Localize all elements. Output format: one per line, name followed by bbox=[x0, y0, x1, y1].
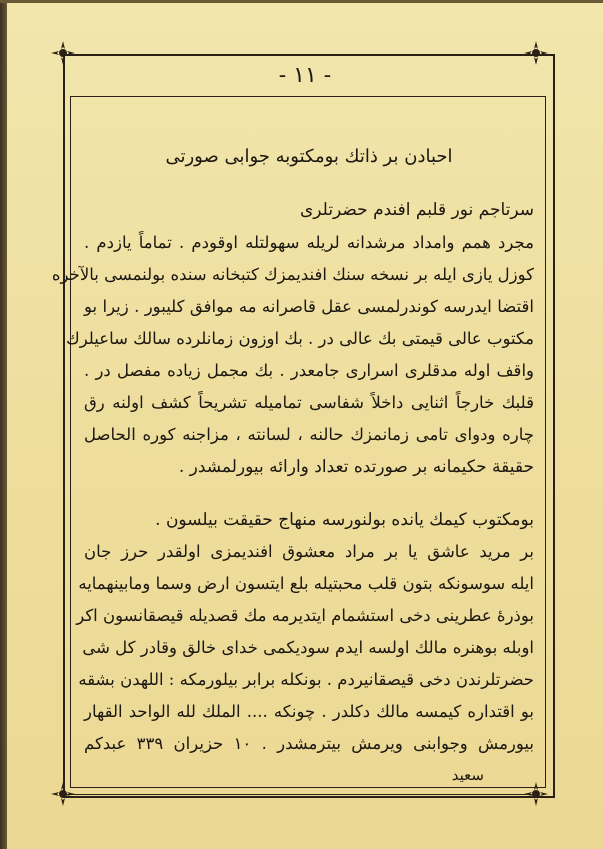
text-line: بو اقتداره كيمسه مالك دكلدر . چونكه .... الملك لله الواحد القهار bbox=[84, 702, 534, 721]
text-line: حقيقة حكيمانه بر صورتده تعداد وارائه بيورلمشدر . bbox=[178, 457, 534, 477]
letter-heading: احبادن بر ذاتك بومكتوبه جوابى صورتى bbox=[165, 146, 453, 167]
page-number: - ١١ - bbox=[278, 63, 332, 88]
text-line: اوبله بوهنره مالك اولسه ايدم سوديكمى خداى خالق وقادر كل شى bbox=[82, 638, 534, 657]
text-line: بوذرهٔ عطرينى دخى استشمام ايتديرمه مك قصديله قيصقانسون اكر bbox=[76, 606, 534, 625]
corner-ornament-icon bbox=[523, 40, 549, 66]
text-line: قلبك خارجاً اثنايى داخلاً شفاسى تماميله تشريحاً كشف اولنه رق bbox=[84, 393, 534, 412]
text-line: حضرتلرندن دخى قيصقانيردم . بونكله برابر بيلورمكه : اللهدن بشقه bbox=[78, 670, 534, 689]
text-line: واقف اوله مدقلرى اسرارى جامعدر . بك مجمل زياده مفصل در . bbox=[84, 361, 534, 380]
corner-ornament-icon bbox=[50, 40, 76, 66]
signature: سعيد bbox=[451, 766, 484, 784]
text-line: بر مريد عاشق يا بر مراد معشوق افنديمزى اولقدر حرز جان bbox=[84, 542, 534, 561]
text-line: مجرد همم وامداد مرشدانه لريله سهولتله اوقودم . تماماً يازدم . bbox=[84, 233, 534, 252]
top-rule bbox=[60, 54, 535, 55]
corner-ornament-icon bbox=[523, 781, 549, 807]
letter-salutation: سرتاجم نور قلبم افندم حضرتلرى bbox=[300, 200, 534, 220]
text-line: بومكتوب كيمك يانده بولنورسه منهاج حقيقت بيلسون . bbox=[155, 510, 534, 530]
text-line: اقتضا ايدرسه كوندرلمسى عقل قاصرانه مه موافق كليبور . زيرا بو bbox=[84, 297, 534, 316]
page-binding-edge bbox=[0, 0, 7, 849]
text-line: ايله سوسونكه بتون قلب محبتيله بلع ايتسون ارض وسما ومابينهمايه bbox=[78, 574, 534, 593]
corner-ornament-icon bbox=[50, 781, 76, 807]
page-top-edge bbox=[0, 0, 603, 3]
text-line: چاره ودواى تامى زمانمزك حالنه ، لسانته ، مزاجنه كوره الحاصل bbox=[84, 425, 534, 444]
text-line: كوزل يازى ايله بر نسخه سنك افنديمزك كتبخانه سنده بولنمسى بالآخره bbox=[51, 265, 534, 284]
text-line: مكتوب عالى قيمتى بك عالى در . بك اوزون زمانلرده سالك ساعيلرك bbox=[66, 329, 534, 348]
bottom-rule bbox=[60, 794, 535, 795]
text-line: بيورمش وجوابنى ويرمش بيترمشدر . ١٠ حزيران ٣٣٩ عبدكم bbox=[84, 734, 534, 753]
